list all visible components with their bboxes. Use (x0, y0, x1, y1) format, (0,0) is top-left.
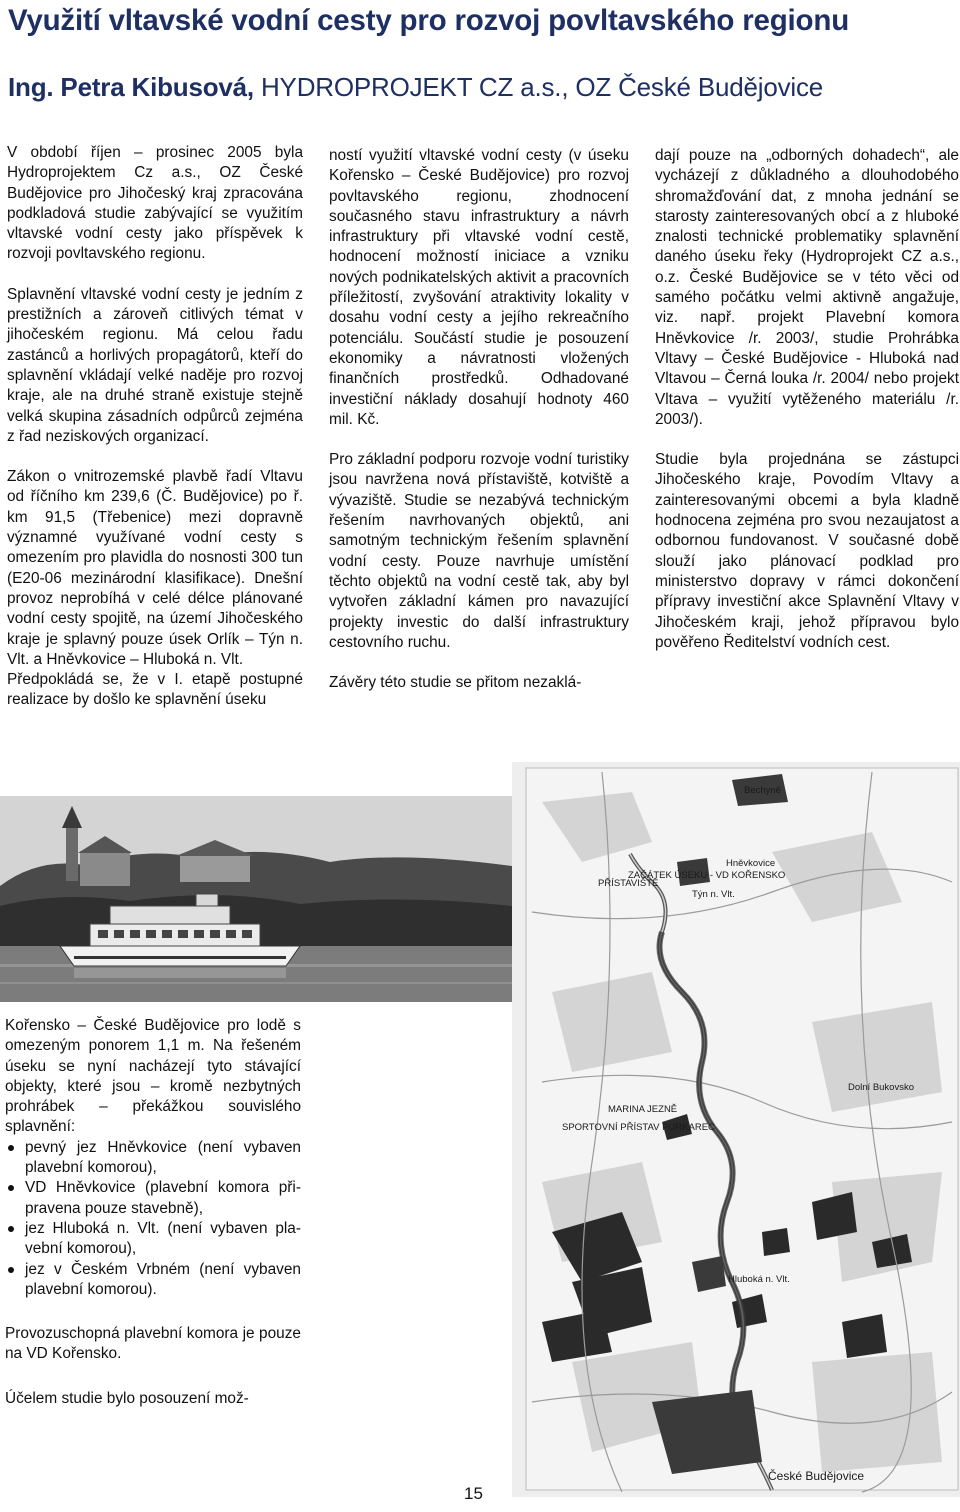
author-line (8, 72, 958, 103)
page-number: 15 (464, 1484, 483, 1503)
paragraph: V období říjen – prosinec 2005 byla Hydroprojektem Cz a.s., OZ České Budějovice pro Jihočeský kraj zpracována podkladová studie zabývající se využitím vltavské vodní cesty jako příspěvek k rozvoji povltavského regionu. (7, 144, 303, 263)
river-boat-photo (0, 796, 512, 1002)
map-label: Hněvkovice (726, 858, 776, 869)
map-label: PŘÍSTAVIŠTĚ (598, 878, 659, 889)
paragraph: Účelem studie bylo posouzení mož- (5, 1389, 249, 1407)
paragraph: Zákon o vnitrozemské plavbě řadí Vltavu od říčního km 239,6 (Č. Budějovice) po ř. km 91,5 (Třebenice) mezi dopravně významné využívané vodní cesty s omezením pro plavidla do nosnosti 300 tun (E20-06 mezinárodní klasifikace). Dnešní provoz neprobíhá v celé délce plánované vodní cesty spojitě, na území Jihočeského kraje je splavný pouze úsek Orlík – Týn n. Vlt. a Hněvkovice – Hluboká n. Vlt. (7, 468, 303, 668)
list-item: VD Hněvkovice (plavební komora připravena pouze stavebně), (5, 1178, 301, 1219)
map-label: Bechyně (744, 785, 781, 796)
text-column-4 (5, 1016, 301, 1409)
map-label: České Budějovice (768, 1469, 865, 1483)
list-item: jez v Českém Vrbném (není vybaven plavební komorou). (5, 1260, 301, 1301)
map-label: Hluboká n. Vlt. (728, 1274, 790, 1285)
paragraph: Předpokládá se, že v I. etapě postupné realizace by došlo ke splavnění úseku (7, 671, 303, 709)
paragraph: Závěry této studie se přitom nezaklá- (329, 674, 582, 692)
text-column-2 (329, 146, 629, 693)
map-label: ZAČÁTEK ÚSEKU - VD KOŘENSKO (628, 870, 786, 881)
article-title: Využití vltavské vodní cesty pro rozvoj povltavského regionu (8, 4, 850, 37)
paragraph: Pro základní podporu rozvoje vodní turistiky jsou navržena nová přístaviště, kotviště a vývaziště. Studie se nezabývá technickým řešením navrhovaných objektů, ani samotným technickým řešením splavnění vodní cesty. Pouze navrhuje umístění těchto objektů na vodní cestě tak, aby byl vytvořen základní kámen pro navazující projekty investic do další infrastruktury cestovního ruchu. (329, 451, 629, 651)
map-label: SPORTOVNÍ PŘÍSTAV PURKAREC (562, 1122, 715, 1133)
paragraph: dají pouze na „odborných dohadech“, ale vycházejí z důkladného a dlouhodobého shromažďování dat, z mnoha jednání se starosty zainteresovaných obcí a z hluboké znalosti technické problematiky splavnění daného úseku řeky (Hydroprojekt CZ a.s., o.z. České Budějovice se v této věci od samého počátku velmi aktivně angažuje, viz. např. projekt Plavební komora Hněvkovice /r. 2003/, studie Prohrábka Vltavy – České Budějovice - Hluboká nad Vltavou – Černá louka /r. 2004/ nebo projekt Vltava – využití vytěženého materiálu /r. 2003/). (655, 147, 959, 428)
paragraph: ností využití vltavské vodní cesty (v úseku Kořensko – České Budějovice) pro rozvoj povltavského regionu, zhodnocení současného stavu infrastruktury a návrh infrastruktury při vltavské vodní cestě, hodnocení možností iniciace a vzniku nových podnikatelských aktivit a pracovních příležitostí, zvyšování atraktivity lokality v dosahu vodní cesty a jejího rekreačního potenciálu. Součástí studie je posouzení ekonomiky a návratnosti vložených finančních prostředků. Odhadované investiční náklady dosahují hodnoty 460 mil. Kč. (329, 147, 629, 428)
paragraph: Studie byla projednána se zástupci Jihočeského kraje, Povodím Vltavy a zainteresovanými obcemi a byla kladně hodnocena zejména pro svou nezaujatost a odbornou fundovanost. V současné době slouží jako plánovací podklad pro ministerstvo dopravy v rámci dokončení přípravy investiční akce Splavnění Vltavy v Jihočeském kraji, jehož přípravou bylo pověřeno Ředitelství vodních cest. (655, 451, 959, 651)
author-name: Ing. Petra Kibusová, (8, 72, 254, 102)
bullet-list (5, 1138, 301, 1300)
paragraph: Provozuschopná plavební komora je pouze na VD Kořensko. (5, 1325, 301, 1363)
list-item: jez Hluboká n. Vlt. (není vybaven plavební komorou), (5, 1219, 301, 1260)
map-label: Dolní Bukovsko (848, 1082, 915, 1093)
map-label: Týn n. Vlt. (692, 889, 735, 900)
map-label: MARINA JEZNĚ (608, 1104, 678, 1115)
paragraph: Splavnění vltavské vodní cesty je jedním z prestižních a zároveň citlivých témat v jihočeském regionu. Má celou řadu zastánců a horlivých propagátorů, kteří do splavnění vkládají velké naděje pro rozvoj kraje, ale na druhé straně existuje stejně velká skupina zásadních odpůrců zejména z řad neziskových organizací. (7, 285, 303, 445)
river-route-map (512, 762, 960, 1497)
author-organization: HYDROPROJEKT CZ a.s., OZ České Budějovice (253, 72, 824, 102)
paragraph: Kořensko – České Budějovice pro lodě s omezeným ponorem 1,1 m. Na řešeném úseku se nyní nacházejí tyto stávající objekty, které jsou – kromě nezbytných prohrábek – překážkou souvislého splavnění: (5, 1017, 301, 1136)
text-column-3 (655, 146, 959, 653)
list-item: pevný jez Hněvkovice (není vybaven plavební komorou), (5, 1138, 301, 1179)
text-column-1 (7, 143, 303, 711)
